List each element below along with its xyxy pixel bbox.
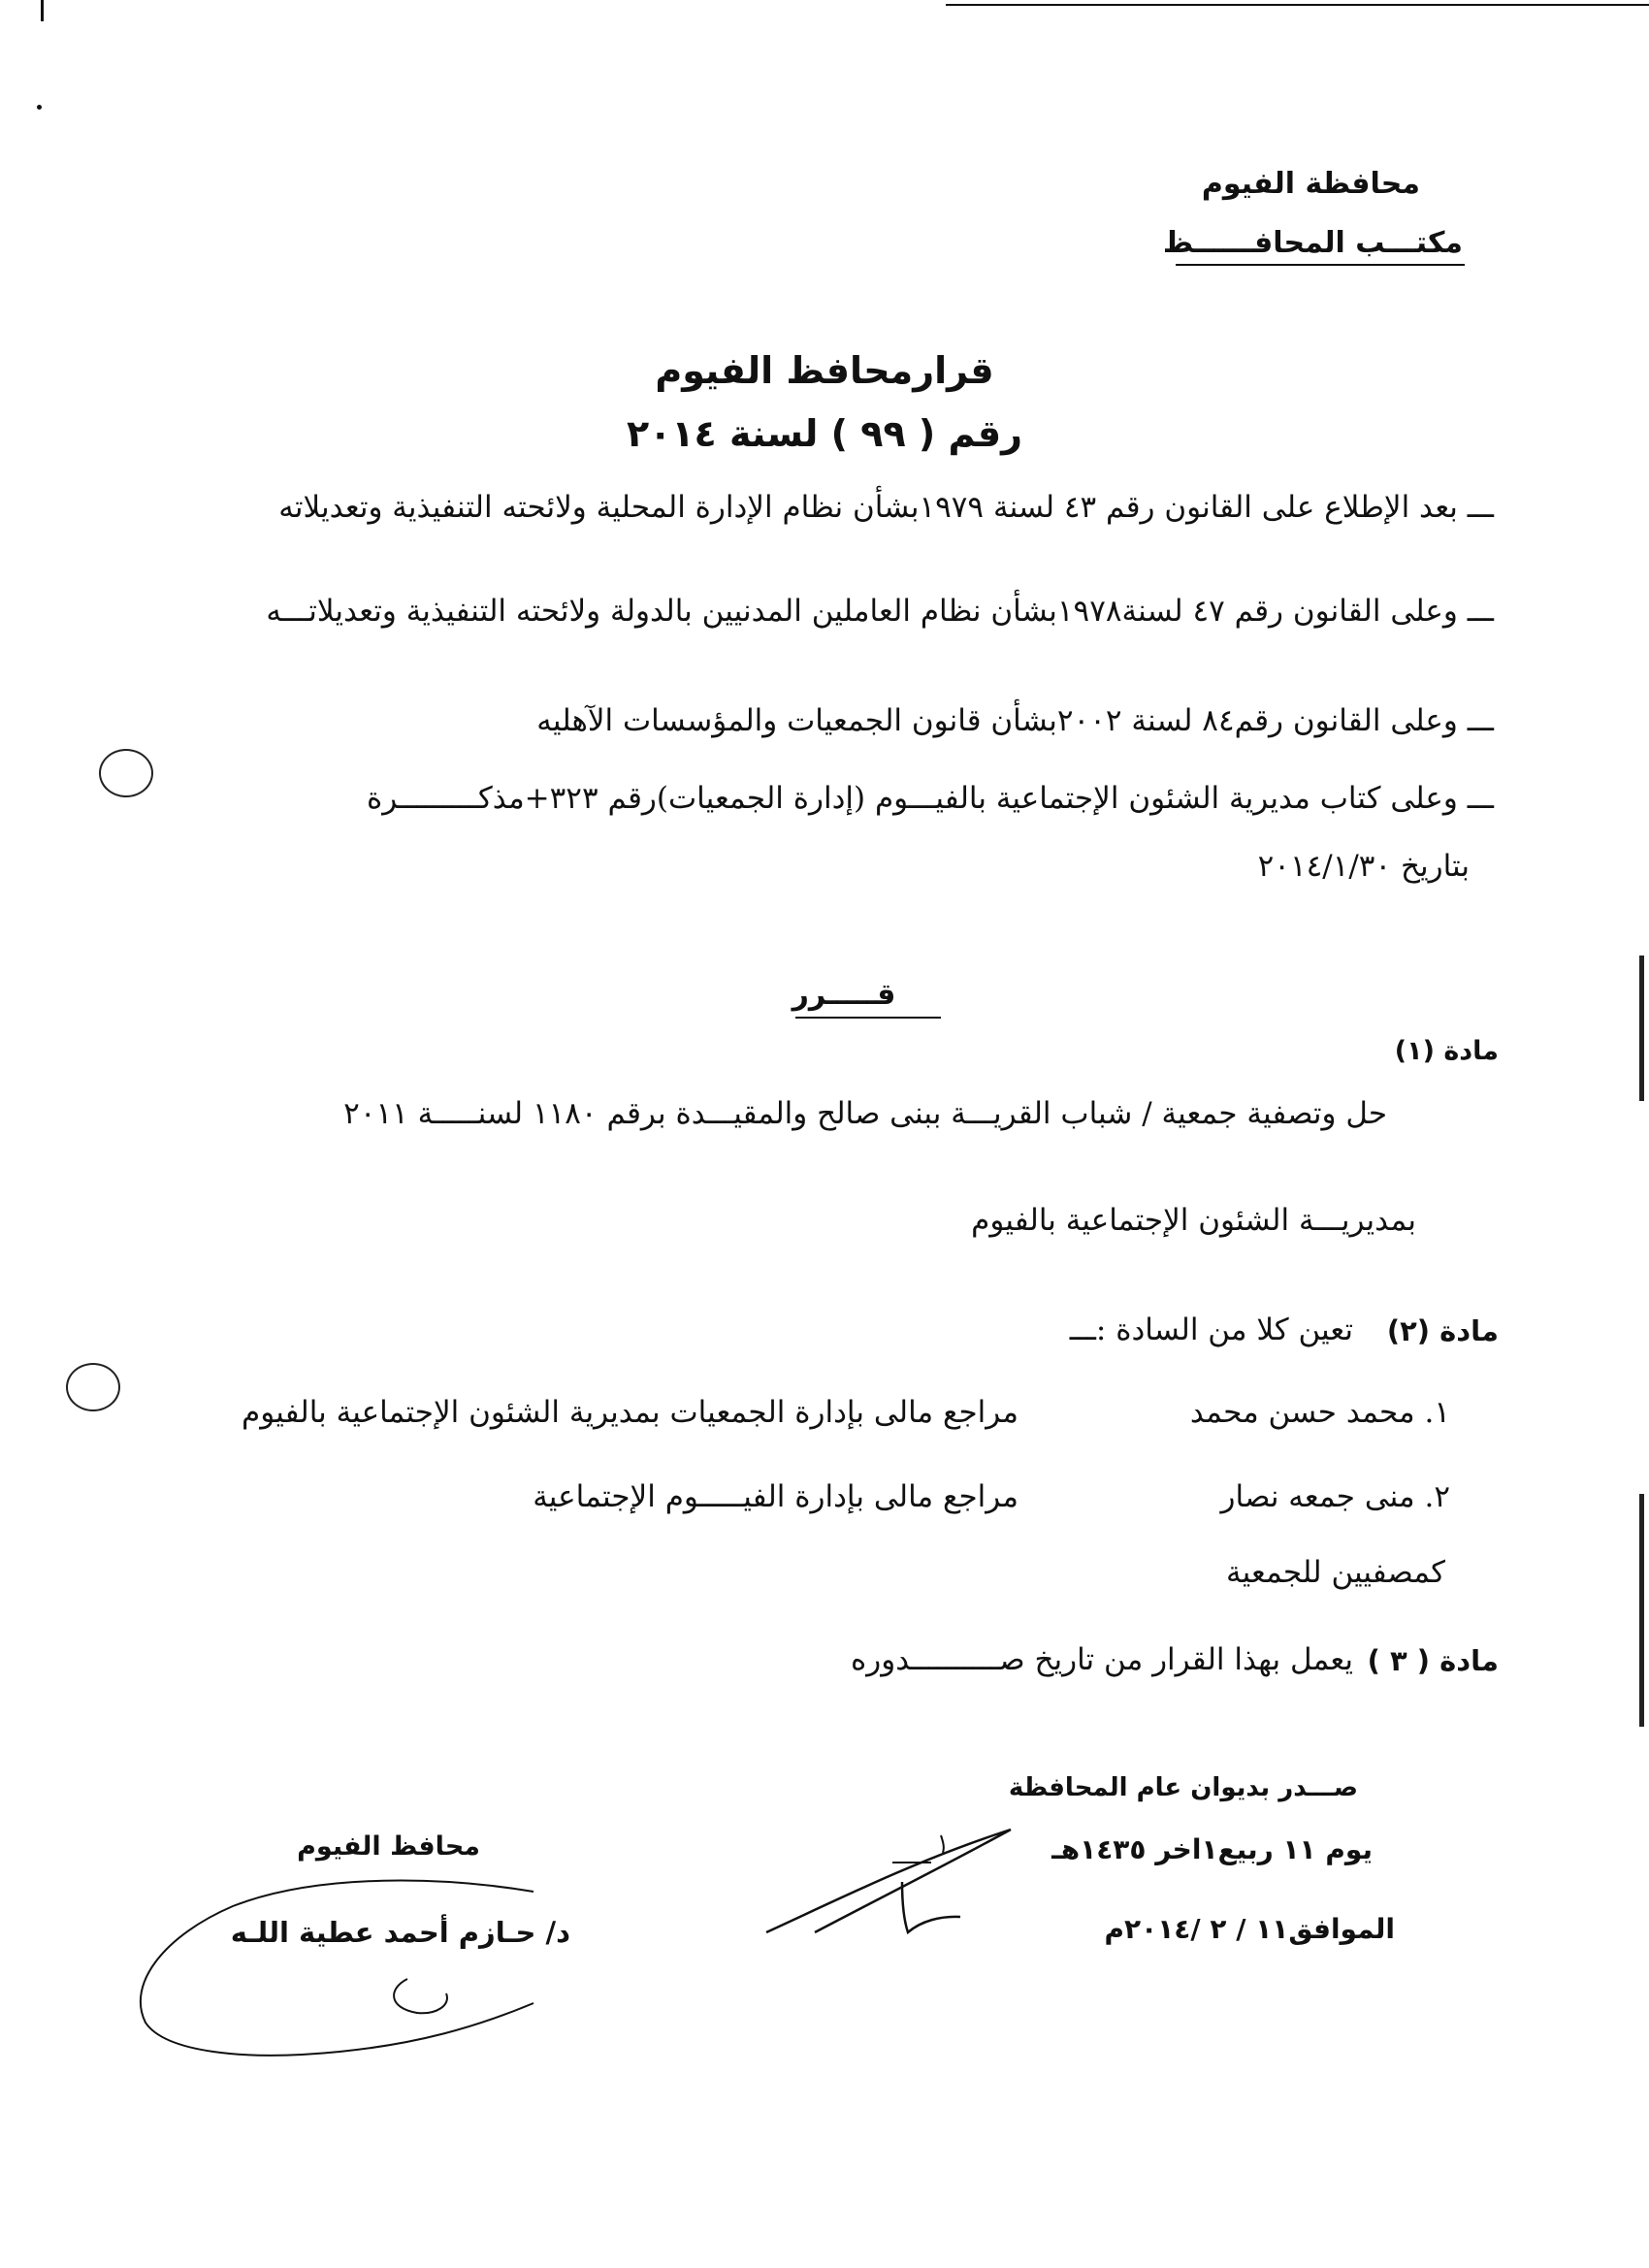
- decree-title: قرارمحافظ الفيوم: [655, 349, 994, 392]
- scan-right-edge-mark: [1639, 956, 1644, 1101]
- member-role: مراجع مالى بإدارة الجمعيات بمديرية الشئون الإجتماعية بالفيوم: [242, 1395, 1018, 1430]
- member-name: ٢. منى جمعه نصار: [1220, 1479, 1450, 1514]
- issued-hijri-date: يوم ١١ ربيع١اخر ١٤٣٥هـ: [1051, 1833, 1373, 1865]
- article-1-text: حل وتصفية جمعية / شباب القريـــة ببنى صالح والمقيـــدة برقم ١١٨٠ لسنـــــة ٢٠١١: [343, 1096, 1387, 1131]
- binder-hole: [99, 749, 153, 797]
- article-2-label: مادة (٢): [1386, 1314, 1499, 1347]
- decision-heading: قـــــرر: [792, 978, 896, 1012]
- signatory-title: محافظ الفيوم: [297, 1831, 480, 1862]
- scan-dot: [37, 105, 42, 110]
- scan-mark-top-left: [41, 0, 44, 21]
- article-1-label: مادة (١): [1394, 1036, 1499, 1066]
- governorate-name: محافظة الفيوم: [1201, 167, 1420, 201]
- article-2-intro: تعين كلا من السادة :ـــ: [1069, 1312, 1353, 1347]
- governor-office: مكتـــب المحافــــــظ: [1162, 226, 1463, 260]
- preamble-date-line: بتاريخ ٢٠١٤/١/٣٠: [1257, 849, 1470, 884]
- issued-gregorian-date: الموافق١١ / ٢ /٢٠١٤م: [1104, 1913, 1395, 1945]
- preamble-line: ـــ وعلى القانون رقم ٤٧ لسنة١٩٧٨بشأن نظام العاملين المدنيين بالدولة ولائحته التنفيذية وتعديلاتـــه: [266, 594, 1494, 629]
- preamble-line: ـــ وعلى القانون رقم٨٤ لسنة ٢٠٠٢بشأن قانون الجمعيات والمؤسسات الآهليه: [536, 703, 1494, 738]
- preamble-line: ـــ بعد الإطلاع على القانون رقم ٤٣ لسنة ١٩٧٩بشأن نظام الإدارة المحلية ولائحته التنفيذية وتعديلاته: [278, 490, 1494, 525]
- signatory-name: د/ حـازم أحمد عطية اللـه: [230, 1916, 570, 1949]
- article-3-label: مادة ( ٣ ): [1367, 1644, 1499, 1677]
- signature-flourish: [126, 1867, 572, 2061]
- office-underline: [1176, 264, 1465, 266]
- issued-at: صـــدر بديوان عام المحافظة: [1008, 1773, 1358, 1802]
- scan-top-edge-line: [946, 4, 1649, 6]
- member-role: مراجع مالى بإدارة الفيـــــوم الإجتماعية: [533, 1479, 1018, 1514]
- liquidators-closing: كمصفيين للجمعية: [1226, 1555, 1445, 1590]
- scan-right-edge-mark: [1639, 1494, 1644, 1727]
- member-name: ١. محمد حسن محمد: [1189, 1395, 1450, 1430]
- preamble-line: ـــ وعلى كتاب مديرية الشئون الإجتماعية بالفيـــوم (إدارة الجمعيات)رقم ٣٢٣+مذكـــــــــرة: [366, 781, 1494, 816]
- handwritten-signature: [757, 1824, 1038, 1960]
- article-3-text: يعمل بهذا القرار من تاريخ صــــــــــدوره: [851, 1642, 1353, 1677]
- article-1-text: بمديريـــة الشئون الإجتماعية بالفيوم: [971, 1203, 1416, 1238]
- binder-hole: [66, 1363, 120, 1411]
- decree-number: رقم ( ٩٩ ) لسنة ٢٠١٤: [626, 412, 1023, 455]
- decision-heading-underline: [795, 1017, 941, 1019]
